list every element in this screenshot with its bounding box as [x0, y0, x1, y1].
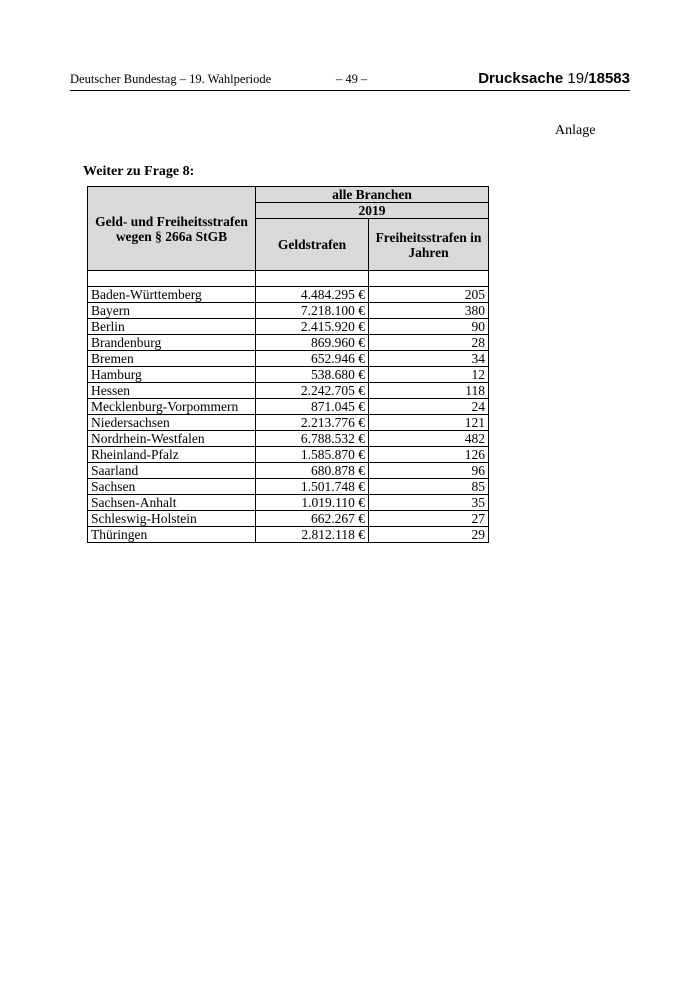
prison-cell: 24: [369, 399, 489, 415]
table-row: [88, 335, 489, 351]
spacer-row: [88, 271, 489, 287]
fines-cell: 2.213.776 €: [256, 415, 369, 431]
prison-cell: 85: [369, 479, 489, 495]
state-cell: Rheinland-Pfalz: [88, 447, 256, 463]
header-doc-label: Drucksache: [478, 70, 564, 87]
fines-cell: 869.960 €: [256, 335, 369, 351]
table-row: [88, 383, 489, 399]
state-cell: Berlin: [88, 319, 256, 335]
fines-cell: 680.878 €: [256, 463, 369, 479]
fines-cell: 1.585.870 €: [256, 447, 369, 463]
section-title: Weiter zu Frage 8:: [83, 164, 195, 179]
table-row: [88, 399, 489, 415]
prison-cell: 27: [369, 511, 489, 527]
state-cell: Niedersachsen: [88, 415, 256, 431]
fines-cell: 4.484.295 €: [256, 287, 369, 303]
state-cell: Mecklenburg-Vorpommern: [88, 399, 256, 415]
table-row: [88, 303, 489, 319]
header-page-number: – 49 –: [336, 72, 368, 86]
fines-cell: 871.045 €: [256, 399, 369, 415]
state-cell: Sachsen-Anhalt: [88, 495, 256, 511]
fines-cell: 538.680 €: [256, 367, 369, 383]
table-row: [88, 367, 489, 383]
fines-cell: 2.812.118 €: [256, 527, 369, 543]
row-header-cell: Geld- und Freiheitsstrafen wegen § 266a StGB: [88, 187, 256, 271]
prison-cell: 121: [369, 415, 489, 431]
fines-cell: 2.415.920 €: [256, 319, 369, 335]
state-cell: Schleswig-Holstein: [88, 511, 256, 527]
prison-cell: 29: [369, 527, 489, 543]
state-cell: Brandenburg: [88, 335, 256, 351]
header-doc-prefix: 19/: [567, 70, 589, 87]
state-cell: Thüringen: [88, 527, 256, 543]
state-cell: Hamburg: [88, 367, 256, 383]
fines-cell: 662.267 €: [256, 511, 369, 527]
prison-cell: 34: [369, 351, 489, 367]
penalties-table: [87, 186, 489, 543]
state-cell: Bayern: [88, 303, 256, 319]
table-row: [88, 431, 489, 447]
table-row: [88, 495, 489, 511]
attachment-label: Anlage: [555, 123, 596, 138]
prison-cell: 12: [369, 367, 489, 383]
table-row: [88, 527, 489, 543]
prison-cell: 126: [369, 447, 489, 463]
prison-cell: 380: [369, 303, 489, 319]
header-doc-id: 18583: [588, 70, 630, 87]
header-document-number: [478, 70, 630, 87]
prison-cell: 482: [369, 431, 489, 447]
table-row: [88, 511, 489, 527]
state-cell: Sachsen: [88, 479, 256, 495]
state-cell: Nordrhein-Westfalen: [88, 431, 256, 447]
year-header-cell: 2019: [256, 203, 489, 219]
table-row: [88, 479, 489, 495]
fines-cell: 1.501.748 €: [256, 479, 369, 495]
fines-cell: 7.218.100 €: [256, 303, 369, 319]
table-row: [88, 415, 489, 431]
fines-cell: 2.242.705 €: [256, 383, 369, 399]
group-header-cell: alle Branchen: [256, 187, 489, 203]
state-cell: Baden-Württemberg: [88, 287, 256, 303]
table-row: [88, 447, 489, 463]
page-header: [70, 72, 630, 91]
fines-cell: 1.019.110 €: [256, 495, 369, 511]
state-cell: Bremen: [88, 351, 256, 367]
prison-cell: 96: [369, 463, 489, 479]
prison-cell: 90: [369, 319, 489, 335]
table-row: [88, 463, 489, 479]
prison-cell: 35: [369, 495, 489, 511]
state-cell: Saarland: [88, 463, 256, 479]
prison-header-cell: Freiheitsstrafen in Jahren: [369, 219, 489, 271]
prison-cell: 28: [369, 335, 489, 351]
fines-cell: 6.788.532 €: [256, 431, 369, 447]
prison-cell: 205: [369, 287, 489, 303]
fines-header-cell: Geldstrafen: [256, 219, 369, 271]
header-publication: Deutscher Bundestag – 19. Wahlperiode: [70, 72, 272, 86]
state-cell: Hessen: [88, 383, 256, 399]
table-row: [88, 319, 489, 335]
table-row: [88, 287, 489, 303]
prison-cell: 118: [369, 383, 489, 399]
fines-cell: 652.946 €: [256, 351, 369, 367]
table-row: [88, 351, 489, 367]
